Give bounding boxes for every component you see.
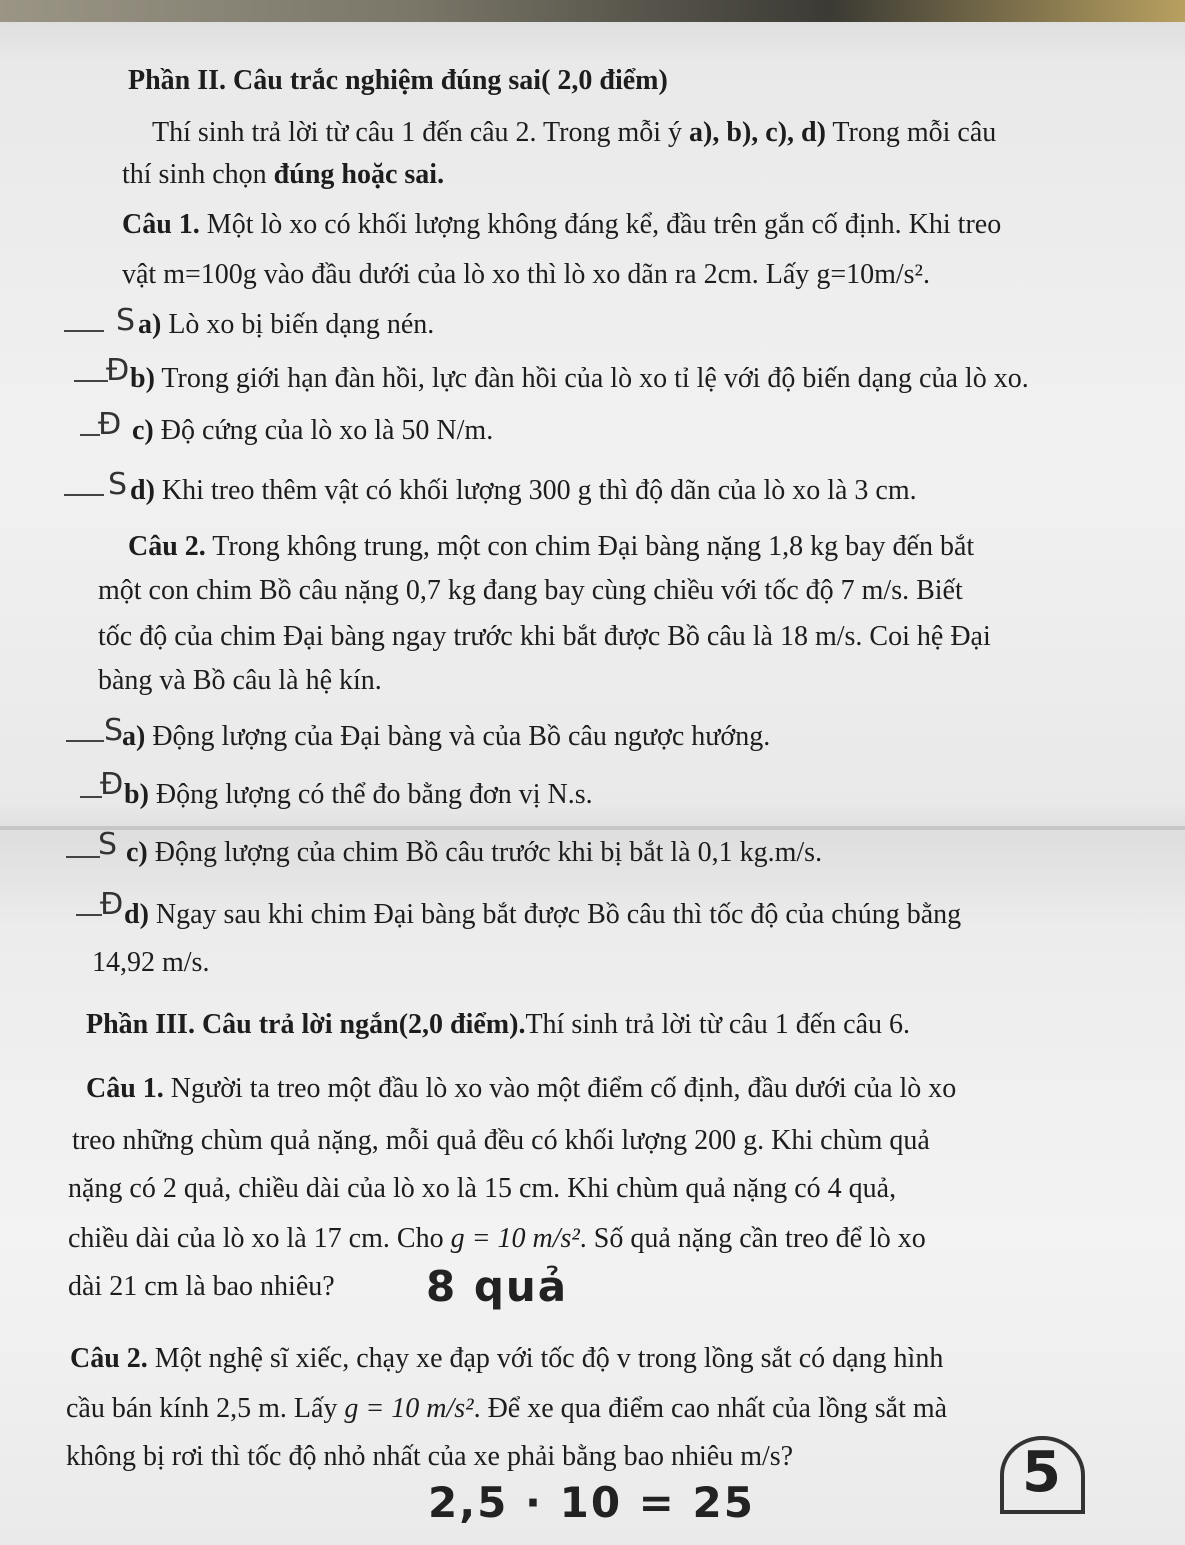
p2-q1-option-b: b) Trong giới hạn đàn hồi, lực đàn hồi của lò xo tỉ lệ với độ biến dạng của lò xo. — [130, 363, 1029, 394]
p2-q2-option-d: d) Ngay sau khi chim Đại bàng bắt được Bồ câu thì tốc độ của chúng bằng — [124, 899, 962, 930]
handwritten-mark: Đ — [98, 407, 122, 442]
handwritten-answer: 8 quả — [426, 1262, 569, 1311]
handwritten-mark: Đ — [100, 887, 124, 922]
answer-underline — [66, 856, 100, 858]
p2-q1-option-d: d) Khi treo thêm vật có khối lượng 300 g thì độ dãn của lò xo là 3 cm. — [130, 475, 917, 506]
p2-q1-option-a: a) Lò xo bị biến dạng nén. — [138, 309, 435, 340]
answer-underline — [80, 434, 100, 436]
handwritten-mark: Đ — [100, 767, 124, 802]
handwritten-mark: S — [108, 467, 128, 502]
part2-instructions-line2: thí sinh chọn đúng hoặc sai. — [122, 159, 445, 190]
handwritten-mark: Đ — [106, 353, 130, 388]
part2-instructions-line1: Thí sinh trả lời từ câu 1 đến câu 2. Trong mỗi ý a), b), c), d) Trong mỗi câu — [152, 117, 997, 148]
answer-underline — [74, 380, 108, 382]
part2-heading: Phần II. Câu trắc nghiệm đúng sai( 2,0 điểm) — [128, 65, 668, 96]
p2-q2-line4: bàng và Bồ câu là hệ kín. — [98, 665, 382, 696]
answer-underline — [66, 740, 104, 742]
p3-q1-line1: Câu 1. Người ta treo một đầu lò xo vào một điểm cố định, đầu dưới của lò xo — [86, 1073, 957, 1104]
background-edge — [0, 0, 1185, 22]
handwritten-answer: 5 — [1000, 1436, 1085, 1514]
p2-q1-line1: Câu 1. Một lò xo có khối lượng không đáng kể, đầu trên gắn cố định. Khi treo — [122, 209, 1002, 240]
p2-q2-option-a: a) Động lượng của Đại bàng và của Bồ câu ngược hướng. — [122, 721, 771, 752]
handwritten-mark: S — [98, 827, 118, 862]
p3-q2-line3: không bị rơi thì tốc độ nhỏ nhất của xe phải bằng bao nhiêu m/s? — [66, 1441, 794, 1472]
answer-underline — [64, 494, 104, 496]
handwritten-mark: S — [104, 713, 124, 748]
p2-q2-option-d-cont: 14,92 m/s. — [92, 947, 210, 978]
part3-heading: Phần III. Câu trả lời ngắn(2,0 điểm).Thí sinh trả lời từ câu 1 đến câu 6. — [86, 1009, 911, 1040]
p2-q2-line3: tốc độ của chim Đại bàng ngay trước khi bắt được Bồ câu là 18 m/s. Coi hệ Đại — [98, 621, 991, 652]
handwritten-work: 2,5 · 10 = 25 — [428, 1478, 755, 1527]
p3-q2-line1: Câu 2. Một nghệ sĩ xiếc, chạy xe đạp với tốc độ v trong lồng sắt có dạng hình — [70, 1343, 944, 1374]
p3-q2-line2: cầu bán kính 2,5 m. Lấy g = 10 m/s². Để xe qua điểm cao nhất của lồng sắt mà — [66, 1393, 948, 1424]
p2-q2-option-c: c) Động lượng của chim Bồ câu trước khi bị bắt là 0,1 kg.m/s. — [126, 837, 823, 868]
p3-q1-line2: treo những chùm quả nặng, mỗi quả đều có khối lượng 200 g. Khi chùm quả — [72, 1125, 930, 1156]
p3-q1-line4: chiều dài của lò xo là 17 cm. Cho g = 10 m/s². Số quả nặng cần treo để lò xo — [68, 1223, 926, 1254]
p2-q2-line1: Câu 2. Trong không trung, một con chim Đại bàng nặng 1,8 kg bay đến bắt — [128, 531, 975, 562]
p2-q1-option-c: c) Độ cứng của lò xo là 50 N/m. — [132, 415, 494, 446]
handwritten-mark: S — [116, 303, 136, 338]
p2-q2-line2: một con chim Bồ câu nặng 0,7 kg đang bay cùng chiều với tốc độ 7 m/s. Biết — [98, 575, 963, 606]
answer-underline — [76, 914, 102, 916]
answer-underline — [80, 796, 102, 798]
answer-underline — [64, 330, 104, 332]
p3-q1-line3: nặng có 2 quả, chiều dài của lò xo là 15 cm. Khi chùm quả nặng có 4 quả, — [68, 1173, 897, 1204]
paper-fold — [0, 826, 1185, 830]
p2-q2-option-b: b) Động lượng có thể đo bằng đơn vị N.s. — [124, 779, 593, 810]
p3-q1-line5: dài 21 cm là bao nhiêu? — [68, 1271, 335, 1302]
p2-q1-line2: vật m=100g vào đầu dưới của lò xo thì lò xo dãn ra 2cm. Lấy g=10m/s². — [122, 259, 930, 290]
